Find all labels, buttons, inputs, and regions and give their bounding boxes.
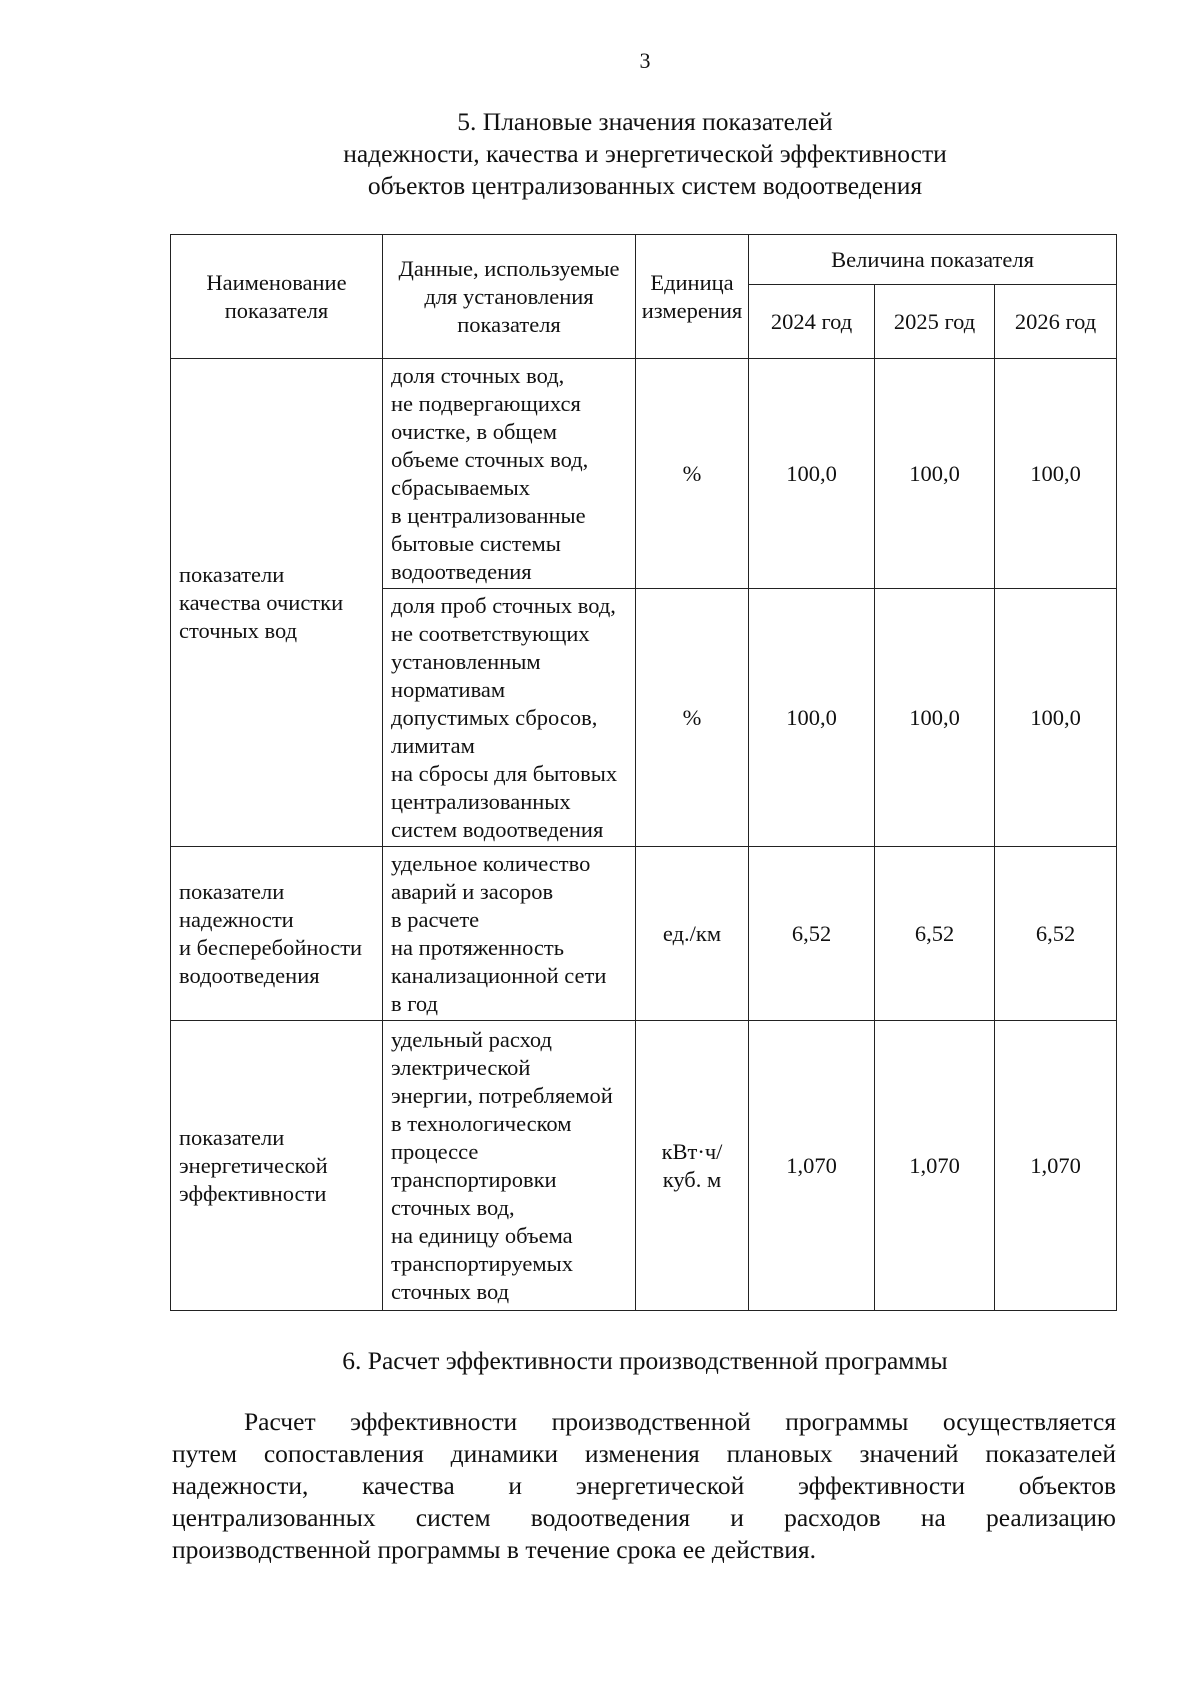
paragraph-line: Расчет эффективности производственной программы осуществляется bbox=[244, 1407, 1116, 1436]
section-5-title-line: надежности, качества и энергетической эффективности bbox=[343, 139, 947, 168]
page-number: 3 bbox=[639, 48, 651, 73]
source-data-cell: доля проб сточных вод, не соответствующих установленным нормативам допустимых сбросов, лимитам на сбросы для бытовых централизованных систем водоотведения bbox=[383, 589, 636, 847]
indicator-name-cell: показатели качества очистки сточных вод bbox=[171, 359, 383, 847]
paragraph-line: путем сопоставления динамики изменения плановых значений показателей bbox=[172, 1439, 1116, 1468]
value-2024-cell: 6,52 bbox=[749, 847, 875, 1021]
value-2024-cell: 100,0 bbox=[749, 359, 875, 589]
header-unit: Единица измерения bbox=[636, 235, 749, 359]
value-2024-cell: 100,0 bbox=[749, 589, 875, 847]
value-2026-cell: 100,0 bbox=[995, 589, 1117, 847]
table-row bbox=[171, 1021, 1117, 1311]
section-5-title-line: 5. Плановые значения показателей bbox=[457, 107, 833, 136]
source-data-cell: удельный расход электрической энергии, потребляемой в технологическом процессе транспортировки сточных вод, на единицу объема транспортируемых сточных вод bbox=[383, 1021, 636, 1311]
header-value-group: Величина показателя bbox=[749, 235, 1117, 285]
unit-cell: ед./км bbox=[636, 847, 749, 1021]
unit-cell: кВт·ч/ куб. м bbox=[636, 1021, 749, 1311]
value-2026-cell: 100,0 bbox=[995, 359, 1117, 589]
table-row bbox=[171, 359, 1117, 589]
section-6-paragraph bbox=[172, 1406, 1116, 1566]
section-6-title: 6. Расчет эффективности производственной программы bbox=[342, 1346, 948, 1375]
indicator-name-cell: показатели надежности и бесперебойности водоотведения bbox=[171, 847, 383, 1021]
indicators-table bbox=[170, 234, 1117, 1311]
section-5-title bbox=[170, 106, 1120, 202]
table-row bbox=[171, 847, 1117, 1021]
value-2025-cell: 100,0 bbox=[875, 589, 995, 847]
header-source-data: Данные, используемые для установления показателя bbox=[383, 235, 636, 359]
header-year-2026: 2026 год bbox=[995, 285, 1117, 359]
unit-cell: % bbox=[636, 359, 749, 589]
source-data-cell: доля сточных вод, не подвергающихся очистке, в общем объеме сточных вод, сбрасываемых в централизованные бытовые системы водоотведения bbox=[383, 359, 636, 589]
header-year-2025: 2025 год bbox=[875, 285, 995, 359]
paragraph-line: централизованных систем водоотведения и расходов на реализацию bbox=[172, 1503, 1116, 1532]
header-indicator-name: Наименование показателя bbox=[171, 235, 383, 359]
header-year-2024: 2024 год bbox=[749, 285, 875, 359]
paragraph-line: надежности, качества и энергетической эффективности объектов bbox=[172, 1471, 1116, 1500]
paragraph-line: производственной программы в течение срока ее действия. bbox=[172, 1535, 816, 1564]
value-2025-cell: 100,0 bbox=[875, 359, 995, 589]
value-2024-cell: 1,070 bbox=[749, 1021, 875, 1311]
indicator-name-cell: показатели энергетической эффективности bbox=[171, 1021, 383, 1311]
source-data-cell: удельное количество аварий и засоров в расчете на протяженность канализационной сети в год bbox=[383, 847, 636, 1021]
value-2025-cell: 6,52 bbox=[875, 847, 995, 1021]
section-5-title-line: объектов централизованных систем водоотведения bbox=[367, 171, 923, 200]
value-2026-cell: 6,52 bbox=[995, 847, 1117, 1021]
unit-cell: % bbox=[636, 589, 749, 847]
value-2025-cell: 1,070 bbox=[875, 1021, 995, 1311]
value-2026-cell: 1,070 bbox=[995, 1021, 1117, 1311]
